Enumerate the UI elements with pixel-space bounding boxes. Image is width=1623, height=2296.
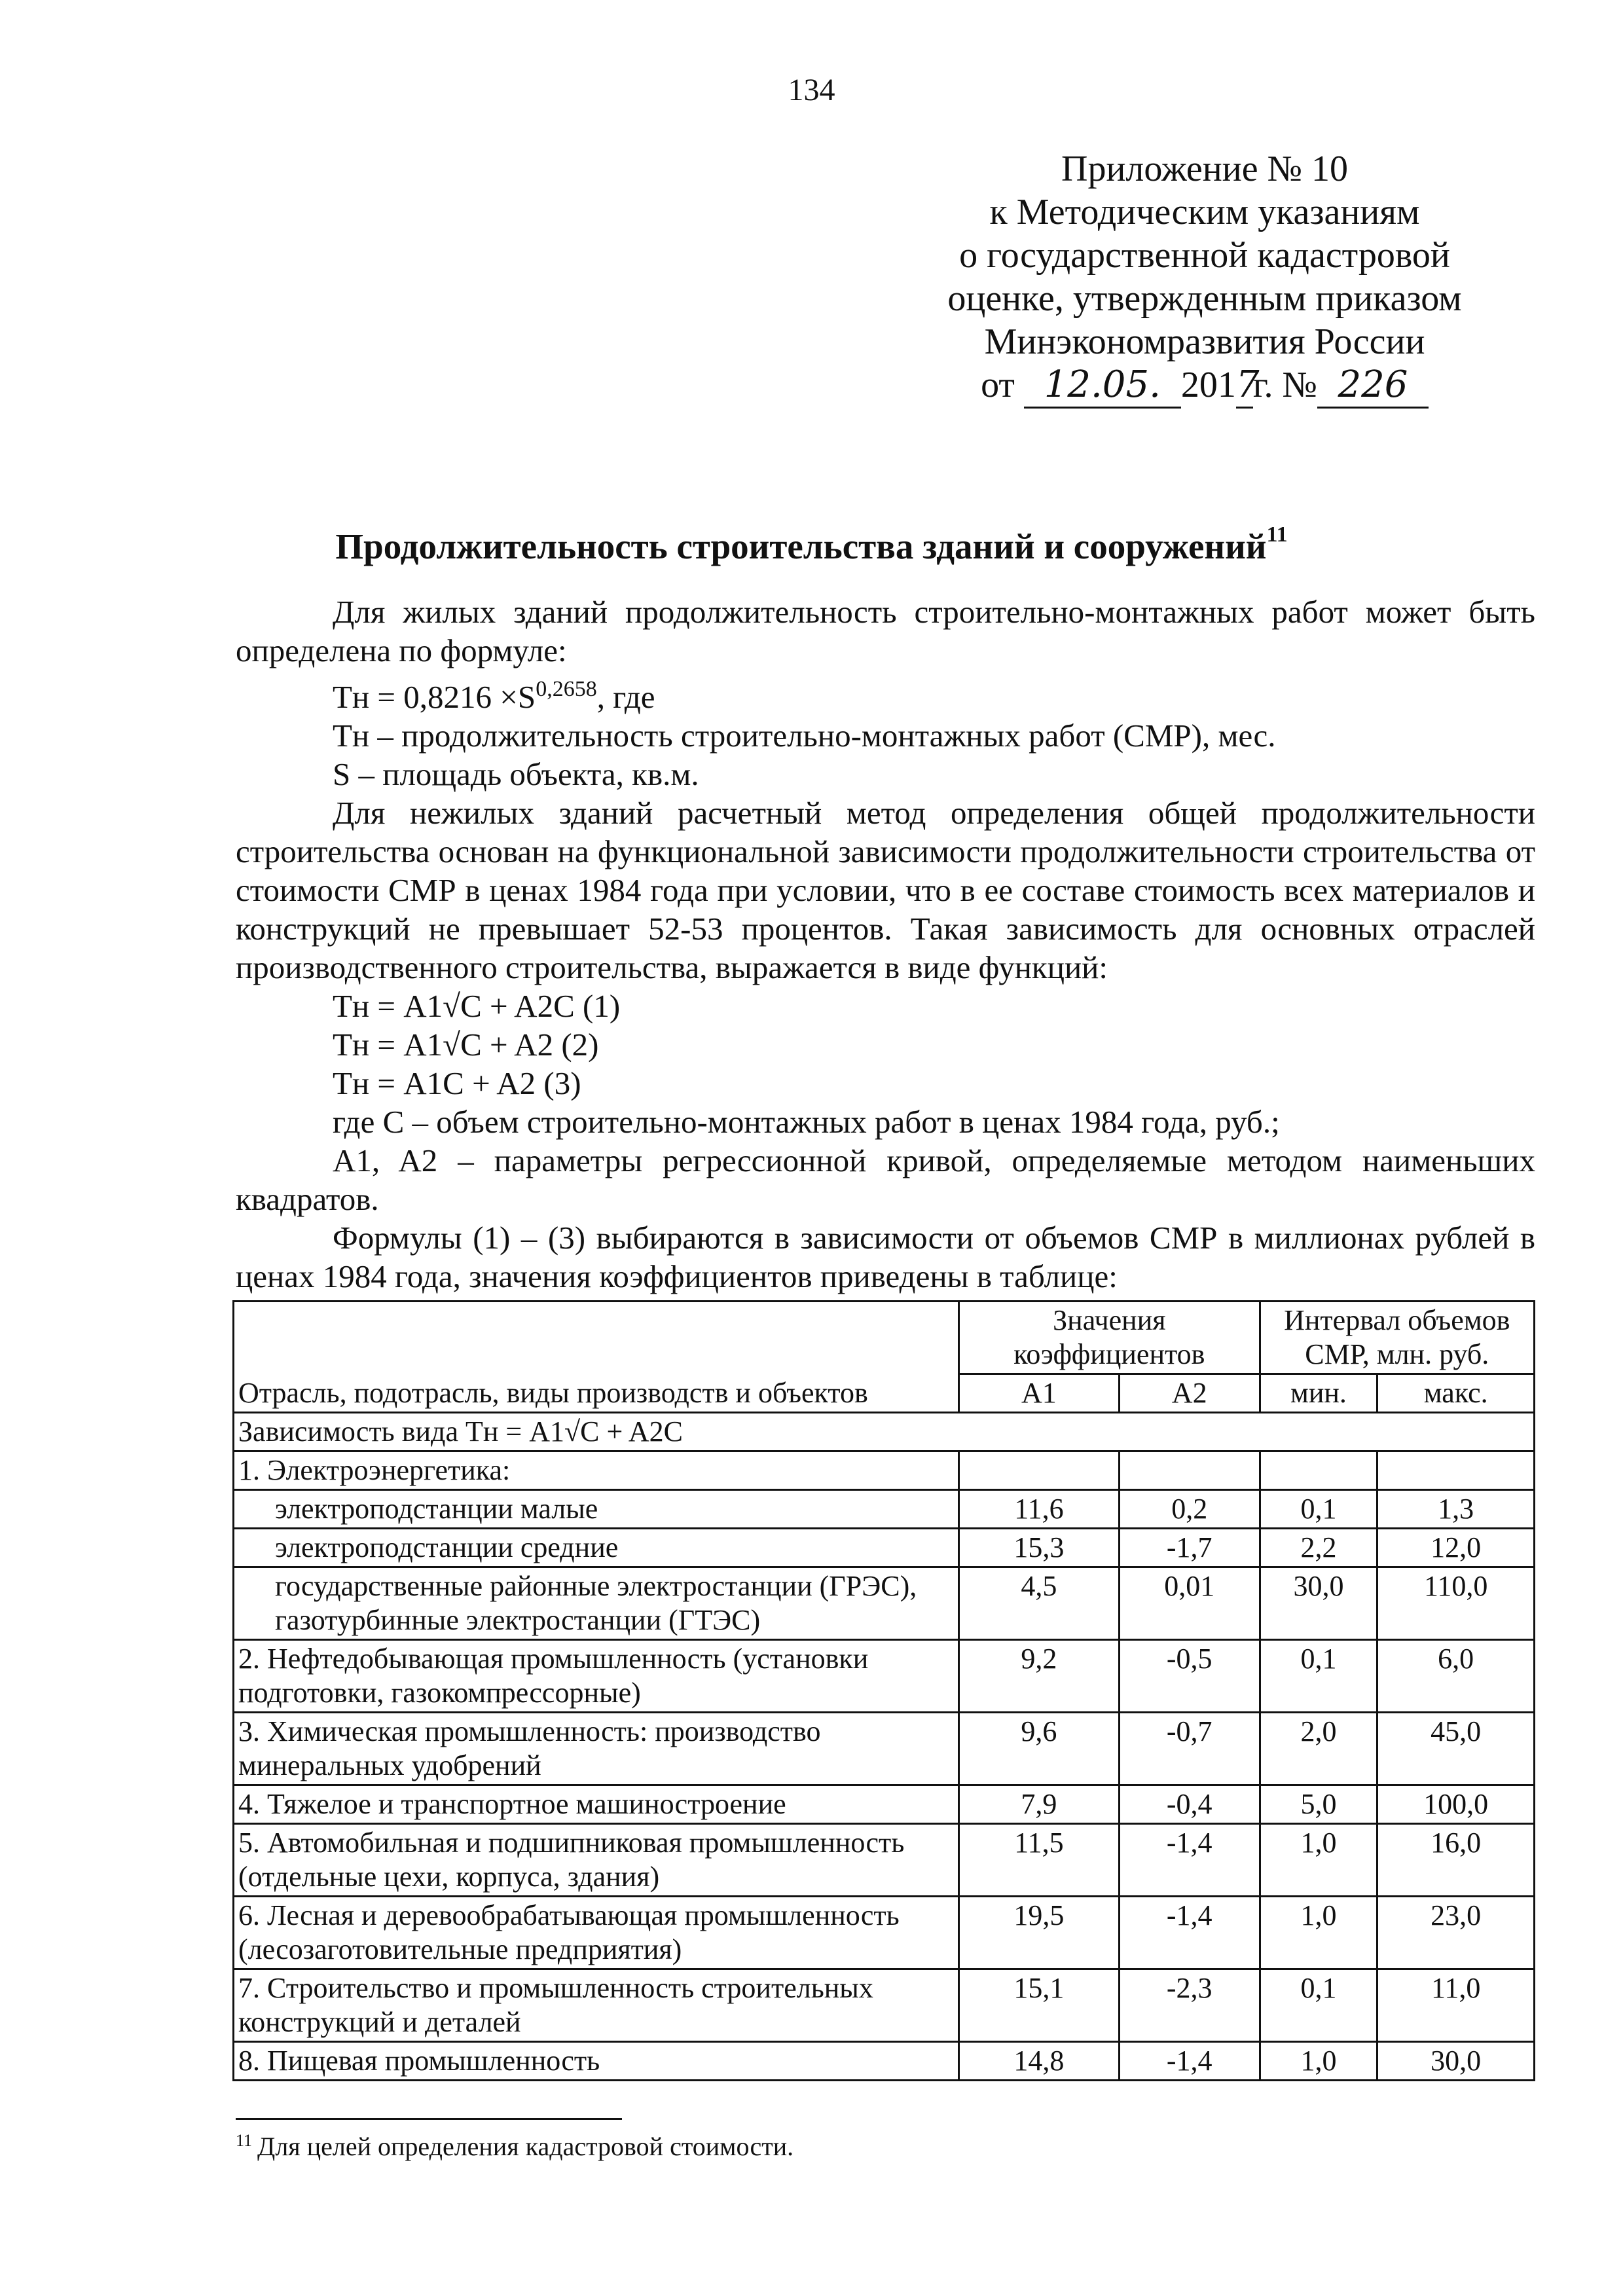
row-max: 12,0 — [1377, 1529, 1535, 1567]
row-min: 2,0 — [1260, 1713, 1377, 1785]
row-a2: -1,4 — [1119, 1824, 1260, 1897]
row-a2: -1,7 — [1119, 1529, 1260, 1567]
row-max — [1377, 1451, 1535, 1490]
row-a2: -1,4 — [1119, 2042, 1260, 2081]
row-a1: 15,3 — [959, 1529, 1120, 1567]
row-name: 8. Пищевая промышленность — [234, 2042, 959, 2081]
year-prefix: 201 — [1180, 365, 1236, 405]
row-min: 0,1 — [1260, 1490, 1377, 1529]
row-a1: 11,5 — [959, 1824, 1120, 1897]
row-name: 4. Тяжелое и транспортное машиностроение — [234, 1785, 959, 1824]
row-a2: -1,4 — [1119, 1897, 1260, 1969]
row-a1: 19,5 — [959, 1897, 1120, 1969]
appendix-line-3: о государственной кадастровой — [959, 235, 1450, 276]
formula-1: Tн = A1√C + A2C (1) — [333, 988, 621, 1024]
row-a2: -0,7 — [1119, 1713, 1260, 1785]
header-min: мин. — [1260, 1374, 1377, 1413]
row-max: 45,0 — [1377, 1713, 1535, 1785]
table-row — [234, 1785, 1535, 1824]
formula-2: Tн = A1√C + A2 (2) — [333, 1027, 599, 1063]
title-footnote-ref: 11 — [1266, 522, 1288, 547]
footnote-ref: 11 — [236, 2131, 253, 2150]
row-a2: 0,01 — [1119, 1567, 1260, 1640]
date-prefix: от — [981, 365, 1015, 405]
footnote-text: Для целей определения кадастровой стоимости. — [257, 2132, 794, 2161]
row-min: 0,1 — [1260, 1969, 1377, 2042]
body-text — [236, 592, 1535, 1296]
row-max: 16,0 — [1377, 1824, 1535, 1897]
formula-exponent: 0,2658 — [536, 677, 597, 701]
paragraph-nonresidential: Для нежилых зданий расчетный метод определения общей продолжительности строительства основан на функциональной зависимости продолжительности строительства от стоимости СМР в ценах 1984 года при условии, что в ее составе стоимость всех материалов и конструкций не превышает 52-53 процентов. Такая зависимость для основных отраслей производственного строительства, выражается в виде функций: — [236, 795, 1535, 985]
page-number: 134 — [788, 73, 835, 107]
table-row — [234, 1897, 1535, 1969]
paragraph-formulas: Формулы (1) – (3) выбираются в зависимости от объемов СМР в миллионах рублей в ценах 1984 года, значения коэффициентов приведены в таблице: — [236, 1220, 1535, 1294]
row-a2: -0,4 — [1119, 1785, 1260, 1824]
row-max: 23,0 — [1377, 1897, 1535, 1969]
row-max: 30,0 — [1377, 2042, 1535, 2081]
row-min: 1,0 — [1260, 1897, 1377, 1969]
table-row — [234, 1529, 1535, 1567]
row-a1 — [959, 1451, 1120, 1490]
appendix-date-line — [903, 363, 1506, 409]
row-a1: 9,6 — [959, 1713, 1120, 1785]
row-name: 5. Автомобильная и подшипниковая промышленность (отдельные цехи, корпуса, здания) — [234, 1824, 959, 1897]
row-a1: 9,2 — [959, 1640, 1120, 1713]
definition-a: A1, A2 – параметры регрессионной кривой, определяемые методом наименьших квадратов. — [236, 1142, 1535, 1217]
header-a1: A1 — [959, 1374, 1120, 1413]
row-name: электроподстанции малые — [234, 1490, 959, 1529]
row-a2 — [1119, 1451, 1260, 1490]
table-row — [234, 1713, 1535, 1785]
row-a1: 4,5 — [959, 1567, 1120, 1640]
appendix-line-2: к Методическим указаниям — [989, 192, 1420, 232]
formula-3: Tн = A1C + A2 (3) — [333, 1065, 581, 1101]
row-min — [1260, 1451, 1377, 1490]
row-name: 7. Строительство и промышленность строительных конструкций и деталей — [234, 1969, 959, 2042]
table-row — [234, 1640, 1535, 1713]
row-name: 6. Лесная и деревообрабатывающая промышленность (лесозаготовительные предприятия) — [234, 1897, 959, 1969]
row-a1: 15,1 — [959, 1969, 1120, 2042]
table-section-title: Зависимость вида Tн = A1√C + A2C — [234, 1413, 1535, 1451]
formula-residential — [236, 670, 1535, 716]
row-name: государственные районные электростанции (ГРЭС), газотурбинные электростанции (ГТЭС) — [234, 1567, 959, 1640]
row-max: 11,0 — [1377, 1969, 1535, 2042]
row-name: 2. Нефтедобывающая промышленность (установки подготовки, газокомпрессорные) — [234, 1640, 959, 1713]
handwritten-order-number: 226 — [1317, 363, 1429, 409]
table-row — [234, 1824, 1535, 1897]
row-a2: -0,5 — [1119, 1640, 1260, 1713]
appendix-header — [903, 147, 1506, 409]
row-name: электроподстанции средние — [234, 1529, 959, 1567]
row-a2: -2,3 — [1119, 1969, 1260, 2042]
appendix-line-5: Минэкономразвития России — [984, 321, 1425, 362]
formula-suffix: , где — [596, 679, 655, 715]
row-max: 1,3 — [1377, 1490, 1535, 1529]
coefficients-table — [232, 1300, 1535, 2081]
number-label: г. № — [1252, 365, 1317, 405]
table-row — [234, 1969, 1535, 2042]
row-name: 3. Химическая промышленность: производство минеральных удобрений — [234, 1713, 959, 1785]
row-max: 100,0 — [1377, 1785, 1535, 1824]
appendix-line-4: оценке, утвержденным приказом — [947, 278, 1462, 319]
row-min: 1,0 — [1260, 2042, 1377, 2081]
table-row — [234, 1567, 1535, 1640]
definition-tn: Тн – продолжительность строительно-монтажных работ (СМР), мес. — [333, 718, 1276, 754]
row-min: 1,0 — [1260, 1824, 1377, 1897]
table-row — [234, 1490, 1535, 1529]
header-interval: Интервал объемов СМР, млн. руб. — [1260, 1302, 1534, 1374]
title-text: Продолжительность строительства зданий и сооружений — [335, 526, 1267, 566]
definition-c: где С – объем строительно-монтажных работ в ценах 1984 года, руб.; — [333, 1104, 1280, 1140]
row-a1: 14,8 — [959, 2042, 1120, 2081]
row-a1: 7,9 — [959, 1785, 1120, 1824]
row-min: 2,2 — [1260, 1529, 1377, 1567]
row-min: 5,0 — [1260, 1785, 1377, 1824]
header-max: макс. — [1377, 1374, 1535, 1413]
table-row — [234, 1451, 1535, 1490]
row-min: 30,0 — [1260, 1567, 1377, 1640]
row-name: 1. Электроэнергетика: — [234, 1451, 959, 1490]
footnote — [236, 2131, 793, 2162]
row-a1: 11,6 — [959, 1490, 1120, 1529]
footnote-separator — [236, 2118, 622, 2120]
formula-main: Tн = 0,8216 ×S — [333, 679, 536, 715]
header-a2: A2 — [1119, 1374, 1260, 1413]
header-industry: Отрасль, подотрасль, виды производств и объектов — [234, 1302, 959, 1413]
handwritten-year-digit: 7 — [1236, 363, 1253, 409]
row-a2: 0,2 — [1119, 1490, 1260, 1529]
paragraph-residential: Для жилых зданий продолжительность строительно-монтажных работ может быть определена по формуле: — [236, 594, 1535, 668]
row-min: 0,1 — [1260, 1640, 1377, 1713]
row-max: 6,0 — [1377, 1640, 1535, 1713]
header-coefficients: Значения коэффициентов — [959, 1302, 1260, 1374]
section-title — [0, 522, 1623, 567]
row-max: 110,0 — [1377, 1567, 1535, 1640]
handwritten-date: 12.05. — [1024, 363, 1181, 409]
table-row — [234, 2042, 1535, 2081]
appendix-line-1: Приложение № 10 — [1061, 149, 1348, 189]
definition-s: S – площадь объекта, кв.м. — [333, 756, 699, 792]
